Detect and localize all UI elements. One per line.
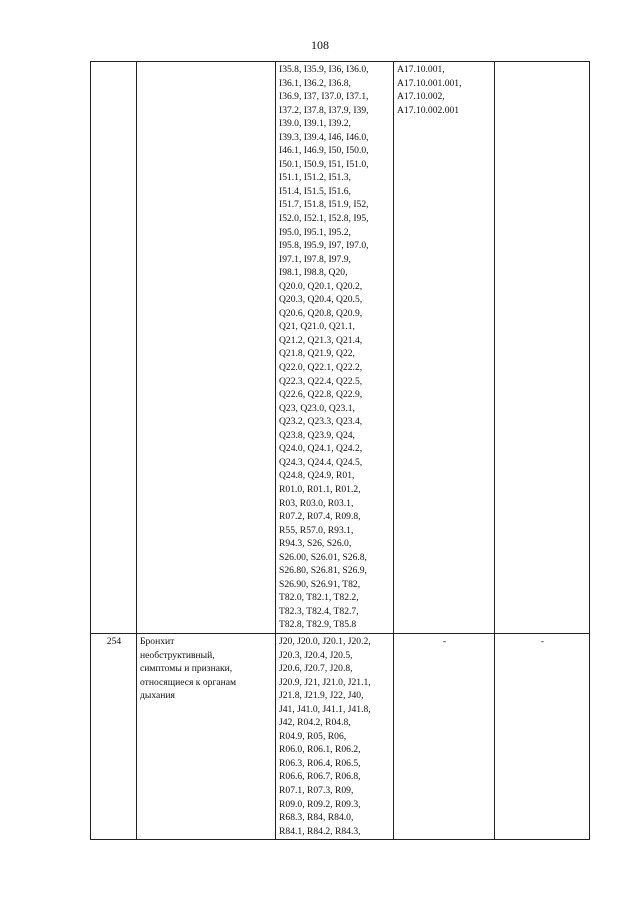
- code-line: I46.1, I46.9, I50, I50.0,: [279, 145, 369, 157]
- service-code-line: A17.10.002,: [397, 91, 445, 103]
- code-line: Q24.0, Q24.1, Q24.2,: [279, 443, 363, 455]
- code-line: Q22.0, Q22.1, Q22.2,: [279, 362, 363, 374]
- code-line: I98.1, I98.8, Q20,: [279, 267, 348, 279]
- code-line: I52.0, I52.1, I52.8, I95,: [279, 213, 369, 225]
- code-line: Q20.3, Q20.4, Q20.5,: [279, 294, 363, 306]
- code-line: Q23, Q23.0, Q23.1,: [279, 402, 355, 414]
- code-line: I51.1, I51.2, I51.3,: [279, 172, 351, 184]
- code-line: Q24.3, Q24.4, Q24.5,: [279, 456, 363, 468]
- table-row: [91, 62, 590, 634]
- code-line: J41, J41.0, J41.1, J41.8,: [279, 703, 371, 715]
- table-row: [91, 634, 590, 840]
- row-number-cell: [91, 62, 137, 634]
- diagnosis-name-line: относящиеся к органам: [140, 676, 237, 688]
- medical-services-cell: [394, 634, 495, 840]
- service-code-line: A17.10.001,: [397, 64, 445, 75]
- code-line: I95.8, I95.9, I97, I97.0,: [279, 240, 369, 252]
- code-line: R07.2, R07.4, R09.8,: [279, 511, 361, 523]
- code-line: Q22.6, Q22.8, Q22.9,: [279, 389, 363, 401]
- code-line: J20, J20.0, J20.1, J20.2,: [279, 636, 371, 647]
- code-line: I37.2, I37.8, I37.9, I39,: [279, 104, 369, 116]
- last-column-cell: [495, 62, 590, 634]
- code-line: R06.3, R06.4, R06.5,: [279, 757, 361, 769]
- code-line: I35.8, I35.9, I36, I36.0,: [279, 64, 369, 75]
- code-line: Q21.8, Q21.9, Q22,: [279, 348, 355, 360]
- icd-codes-cell: [276, 62, 394, 634]
- diagnosis-name-line: Бронхит: [140, 636, 175, 647]
- diagnosis-name-line: симптомы и признаки,: [140, 663, 233, 675]
- icd-codes-cell: [276, 634, 394, 840]
- service-code-line: A17.10.001.001,: [397, 77, 462, 89]
- last-column-cell: -: [495, 634, 590, 840]
- code-line: T82.3, T82.4, T82.7,: [279, 605, 359, 617]
- code-line: Q23.2, Q23.3, Q23.4,: [279, 416, 363, 428]
- diagnosis-name-cell: [137, 62, 276, 634]
- row-number-cell: 254: [91, 634, 137, 840]
- code-line: I36.1, I36.2, I36.8,: [279, 77, 351, 89]
- code-line: T82.0, T82.1, T82.2,: [279, 592, 359, 604]
- code-line: R09.0, R09.2, R09.3,: [279, 798, 361, 810]
- code-line: I51.7, I51.8, I51.9, I52,: [279, 199, 369, 211]
- code-line: S26.90, S26.91, T82,: [279, 578, 361, 590]
- code-line: J20.3, J20.4, J20.5,: [279, 649, 353, 661]
- code-line: R68.3, R84, R84.0,: [279, 812, 354, 824]
- code-line: R94.3, S26, S26.0,: [279, 538, 352, 550]
- code-line: J21.8, J21.9, J22, J40,: [279, 690, 364, 702]
- code-line: I97.1, I97.8, I97.9,: [279, 253, 351, 265]
- code-line: I50.1, I50.9, I51, I51.0,: [279, 158, 369, 170]
- code-line: Q20.0, Q20.1, Q20.2,: [279, 280, 363, 292]
- code-line: Q21, Q21.0, Q21.1,: [279, 321, 355, 333]
- code-line: J20.9, J21, J21.0, J21.1,: [279, 676, 371, 688]
- code-line: J42, R04.2, R04.8,: [279, 717, 351, 729]
- code-line: R04.9, R05, R06,: [279, 730, 347, 742]
- code-line: R55, R57.0, R93.1,: [279, 524, 354, 536]
- code-line: I51.4, I51.5, I51.6,: [279, 185, 351, 197]
- classification-table: [90, 61, 590, 840]
- page-number: 108: [311, 38, 329, 52]
- code-line: I39.3, I39.4, I46, I46.0,: [279, 131, 369, 143]
- code-line: J20.6, J20.7, J20.8,: [279, 663, 353, 675]
- code-line: S26.00, S26.01, S26.8,: [279, 551, 367, 563]
- code-line: R06.0, R06.1, R06.2,: [279, 744, 361, 756]
- code-line: Q20.6, Q20.8, Q20.9,: [279, 307, 363, 319]
- service-code-line: A17.10.002.001: [397, 104, 460, 116]
- code-line: S26.80, S26.81, S26.9,: [279, 565, 367, 577]
- code-line: Q24.8, Q24.9, R01,: [279, 470, 355, 482]
- code-line: R01.0, R01.1, R01.2,: [279, 483, 361, 495]
- code-line: I95.0, I95.1, I95.2,: [279, 226, 351, 238]
- code-line: T82.8, T82.9, T85.8: [279, 619, 357, 631]
- code-line: R03, R03.0, R03.1,: [279, 497, 354, 509]
- diagnosis-name-cell: [137, 634, 276, 840]
- code-line: Q22.3, Q22.4, Q22.5,: [279, 375, 363, 387]
- code-line: Q23.8, Q23.9, Q24,: [279, 429, 355, 441]
- code-line: Q21.2, Q21.3, Q21.4,: [279, 334, 363, 346]
- code-line: R07.1, R07.3, R09,: [279, 785, 354, 797]
- medical-services-cell: [394, 62, 495, 634]
- service-code-line: -: [442, 636, 447, 647]
- code-line: R84.1, R84.2, R84.3,: [279, 825, 361, 837]
- diagnosis-name-line: необструктивный,: [140, 649, 215, 661]
- code-line: I39.0, I39.1, I39.2,: [279, 118, 351, 130]
- code-line: I36.9, I37, I37.0, I37.1,: [279, 91, 369, 103]
- code-line: R06.6, R06.7, R06.8,: [279, 771, 361, 783]
- diagnosis-name-line: дыхания: [140, 690, 175, 702]
